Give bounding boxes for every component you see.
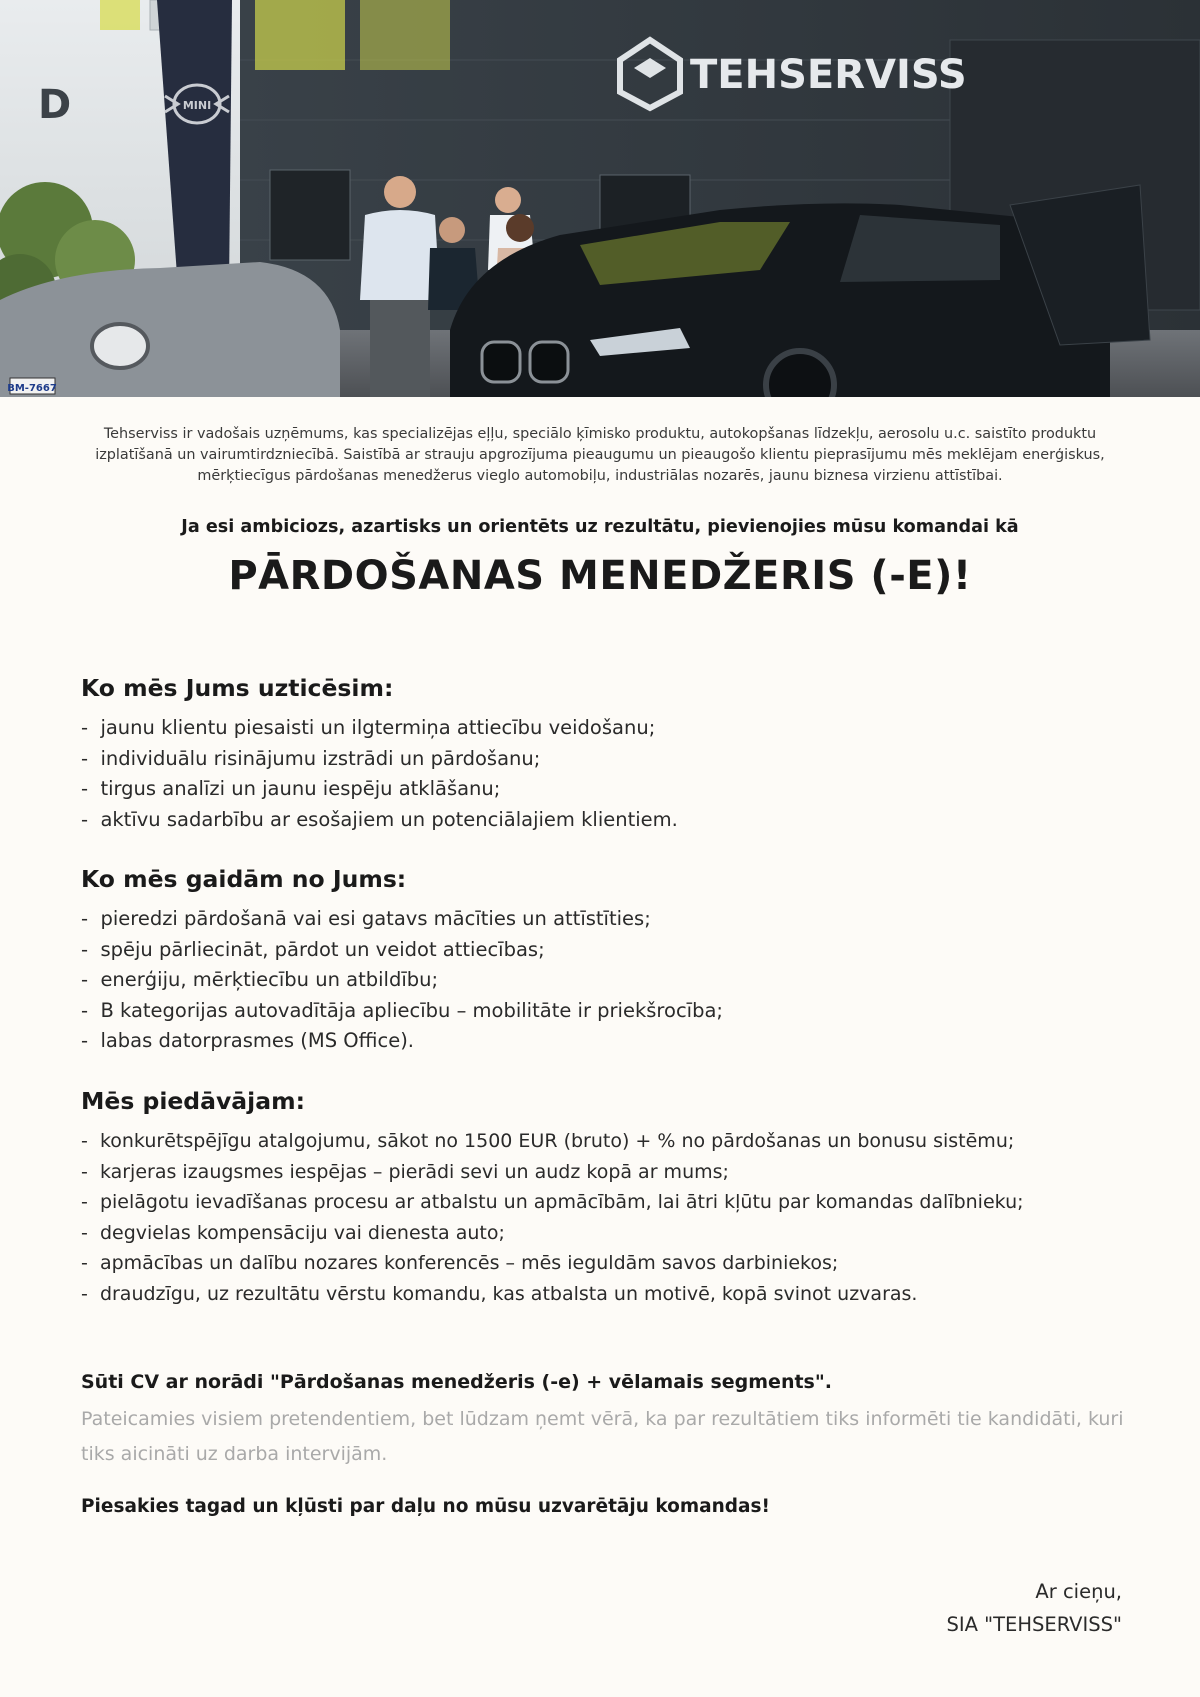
- plate-text: BM-7667: [7, 383, 57, 394]
- list-item: - draudzīgu, uz rezultātu vērstu komandu, kas atbalsta un motivē, kopā svinot uzvaras.: [81, 1279, 1141, 1310]
- section-title-requirements: Ko mēs gaidām no Jums:: [81, 865, 407, 893]
- hero-scene: [0, 0, 1200, 397]
- section-title-offer: Mēs piedāvājam:: [81, 1087, 305, 1115]
- list-item: - spēju pārliecināt, pārdot un veidot attiecības;: [81, 935, 1141, 966]
- window: [255, 0, 345, 70]
- door: [270, 170, 350, 260]
- section-title-responsibilities: Ko mēs Jums uzticēsim:: [81, 674, 394, 702]
- grey-car: [0, 262, 340, 397]
- building-letter: D: [38, 82, 72, 128]
- list-item: - apmācības un dalību nozares konferencēs – mēs ieguldām savos darbiniekos;: [81, 1248, 1141, 1279]
- signoff-greeting: Ar cieņu,: [1035, 1580, 1122, 1603]
- company-intro: Tehserviss ir vadošais uzņēmums, kas specializējas eļļu, speciālo ķīmisko produktu, autokopšanas līdzekļu, aerosolu u.c. saistīto produktu izplatīšanā un vairumtirdzniecībā. Saistībā ar strauju apgrozījuma pieaugumu un pieaugošo klientu pieprasījumu mēs meklējam enerģiskus, mērķtiecīgus pārdošanas menedžerus vieglo automobiļu, industriālas nozarēs, jaunu biznesa virzienu attīstībai.: [95, 426, 1105, 484]
- list-item: - degvielas kompensāciju vai dienesta auto;: [81, 1218, 1141, 1249]
- list-item: - individuālu risinājumu izstrādi un pārdošanu;: [81, 744, 1141, 775]
- list-item: - B kategorijas autovadītāja apliecību – mobilitāte ir priekšrocība;: [81, 996, 1141, 1027]
- flag-logo-text: MINI: [182, 99, 212, 112]
- list-item: - pieredzi pārdošanā vai esi gatavs mācīties un attīstīties;: [81, 904, 1141, 935]
- window: [360, 0, 450, 70]
- applicant-note: Pateicamies visiem pretendentiem, bet lūdzam ņemt vērā, ka par rezultātiem tiks informēti tie kandidāti, kuri tiks aicināti uz darba intervijām.: [81, 1408, 1124, 1465]
- signoff-company: SIA "TEHSERVISS": [946, 1613, 1122, 1636]
- list-item: - aktīvu sadarbību ar esošajiem un potenciālajiem klientiem.: [81, 805, 1141, 836]
- tagline: Ja esi ambiciozs, azartisks un orientēts uz rezultātu, pievienojies mūsu komandai kā: [181, 517, 1019, 537]
- list-item: - konkurētspējīgu atalgojumu, sākot no 1500 EUR (bruto) + % no pārdošanas un bonusu sistēmu;: [81, 1126, 1141, 1157]
- closing-call-to-action: Piesakies tagad un kļūsti par daļu no mūsu uzvarētāju komandas!: [81, 1496, 770, 1517]
- list-item: - karjeras izaugsmes iespējas – pierādi sevi un audz kopā ar mums;: [81, 1157, 1141, 1188]
- list-item: - enerģiju, mērķtiecību un atbildību;: [81, 965, 1141, 996]
- offer-list: [81, 1126, 1141, 1309]
- list-item: - pielāgotu ievadīšanas procesu ar atbalstu un apmācībām, lai ātri kļūtu par komandas dalībnieku;: [81, 1187, 1141, 1218]
- window: [100, 0, 140, 30]
- requirements-list: [81, 904, 1141, 1057]
- brand-sign: TEHSERVISS: [690, 52, 967, 98]
- hero-photo: [0, 0, 1200, 397]
- signoff: [946, 1575, 1122, 1641]
- list-item: - tirgus analīzi un jaunu iespēju atklāšanu;: [81, 774, 1141, 805]
- job-title: PĀRDOŠANAS MENEDŽERIS (-E)!: [228, 553, 972, 599]
- application-instruction: Sūti CV ar norādi "Pārdošanas menedžeris (-e) + vēlamais segments".: [81, 1371, 832, 1393]
- list-item: - jaunu klientu piesaisti un ilgtermiņa attiecību veidošanu;: [81, 713, 1141, 744]
- responsibilities-list: [81, 713, 1141, 835]
- list-item: - labas datorprasmes (MS Office).: [81, 1026, 1141, 1057]
